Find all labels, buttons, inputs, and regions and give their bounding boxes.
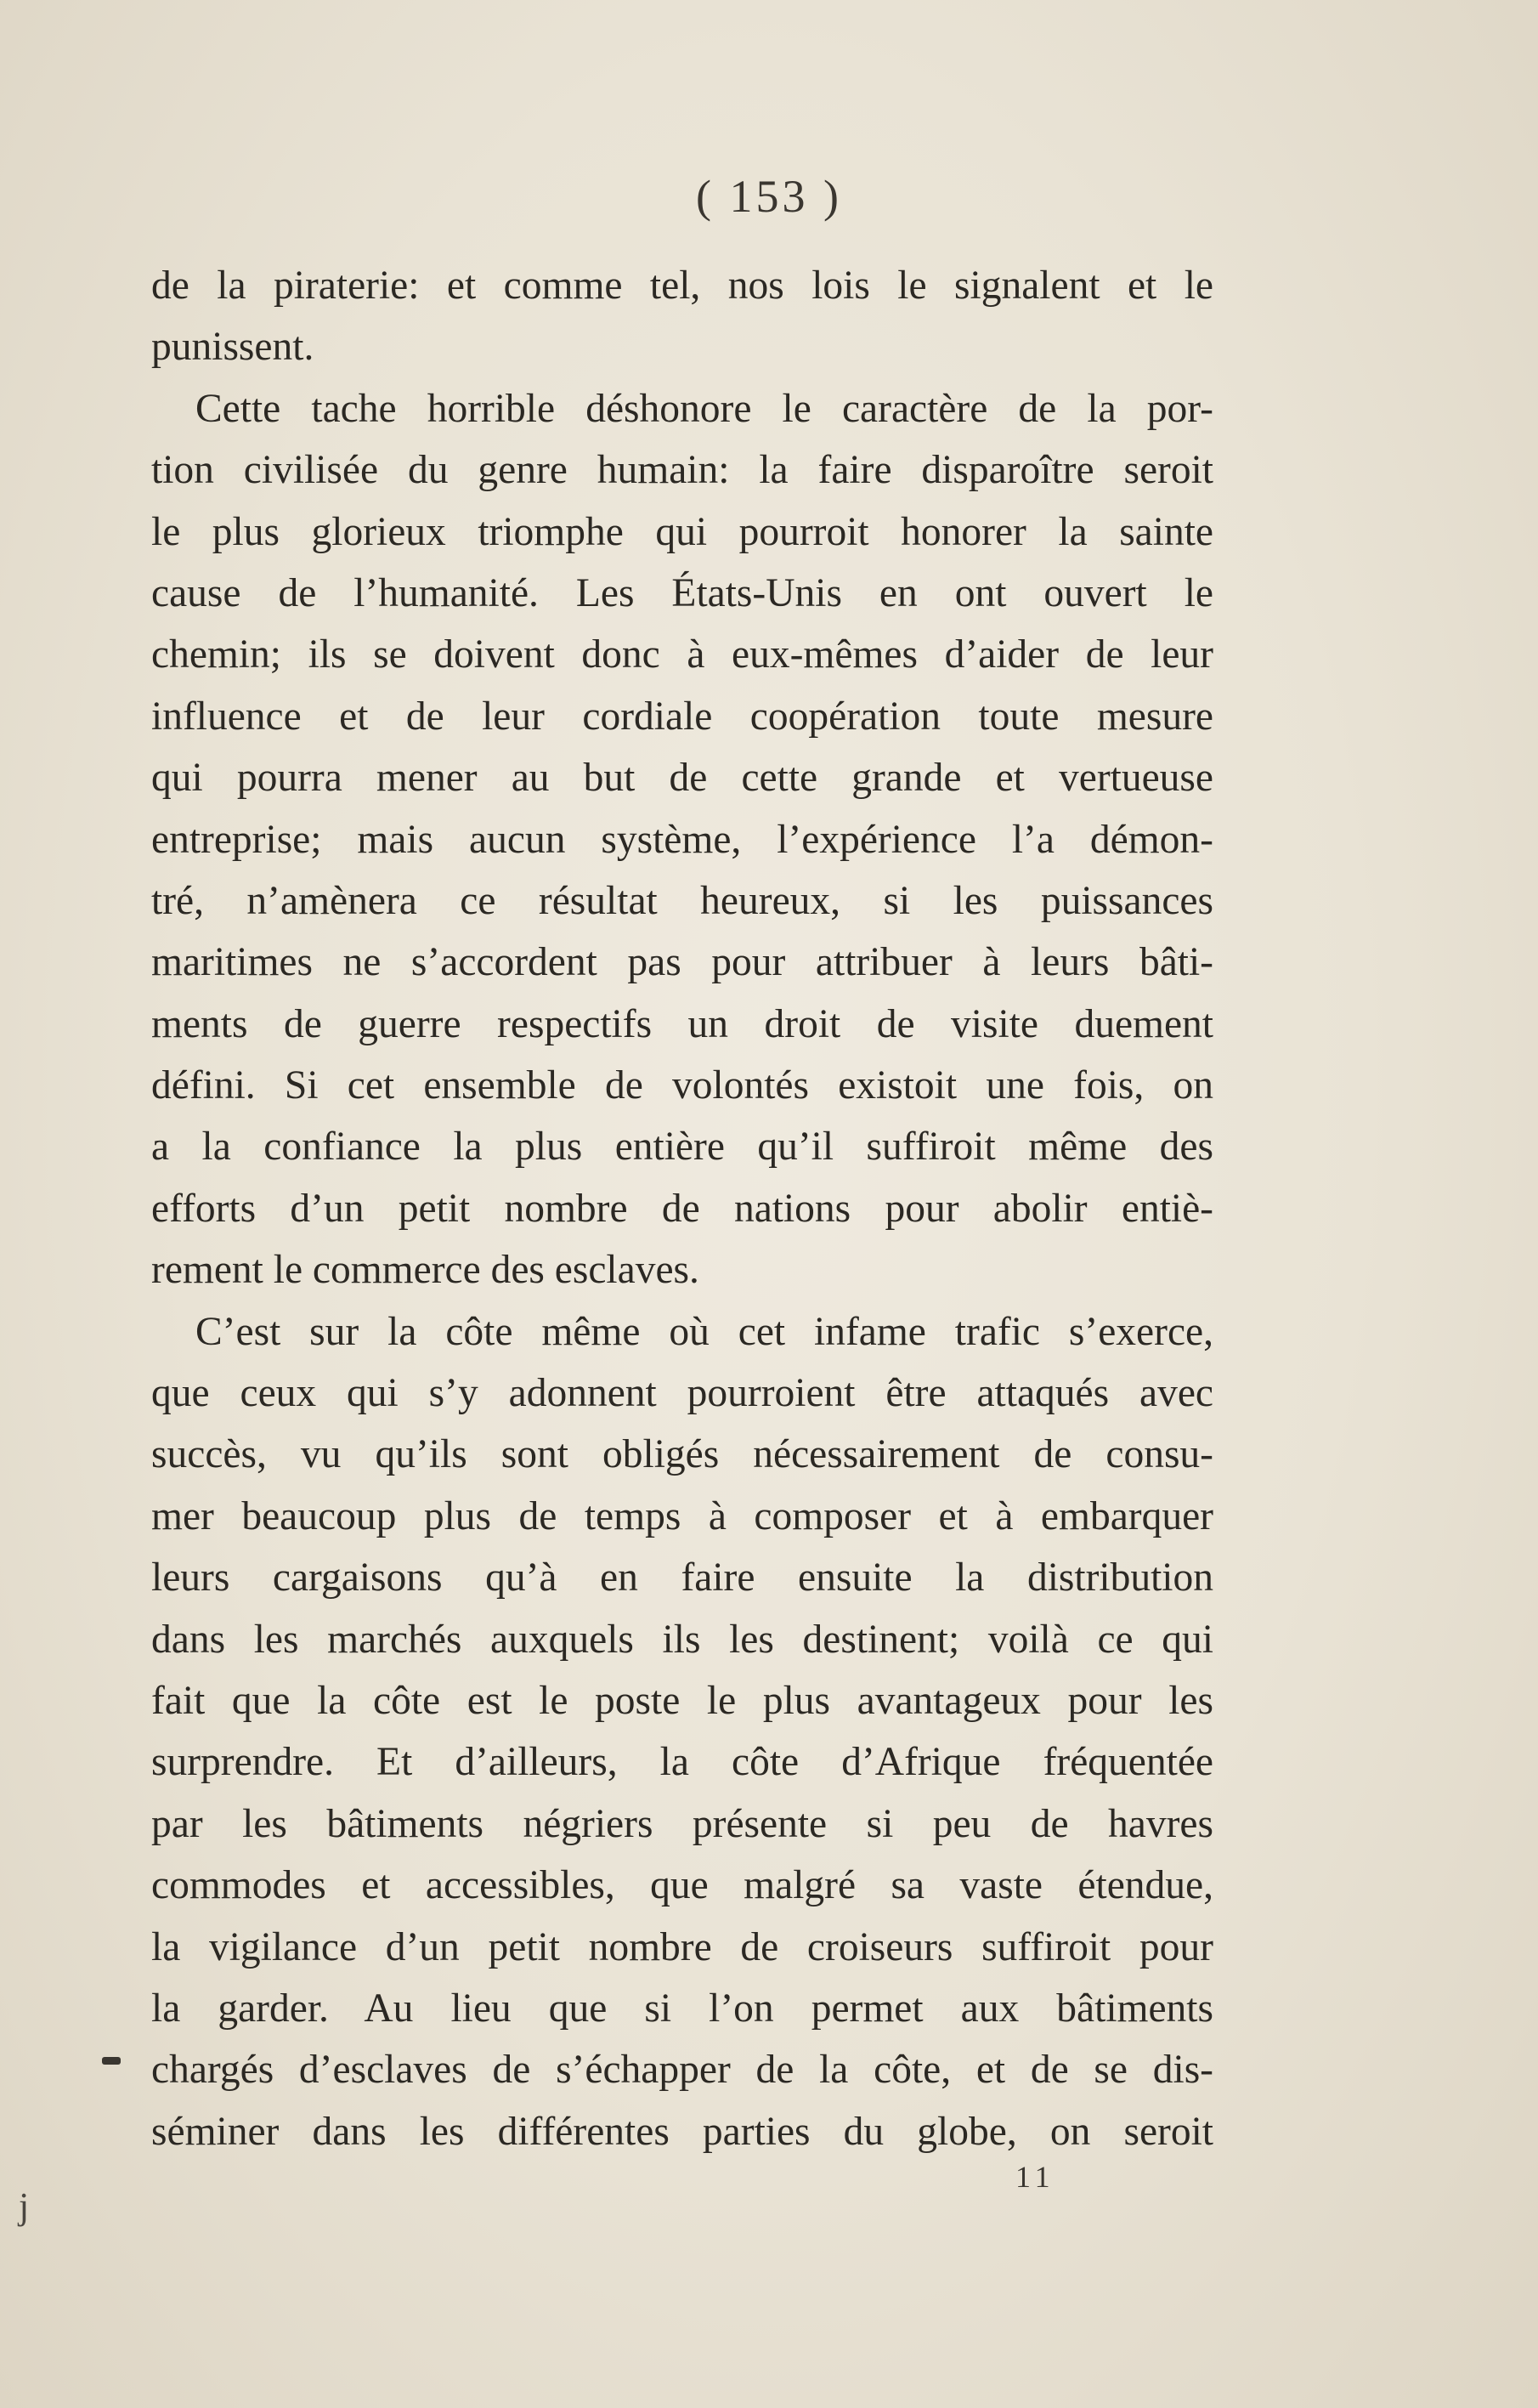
text-line: de la piraterie: et comme tel, nos lois le signalent et le: [151, 263, 1213, 308]
text-line: tré, n’amènera ce résultat heureux, si les puissances: [151, 878, 1213, 923]
stray-ink-mark: [102, 2057, 121, 2065]
text-line: succès, vu qu’ils sont obligés nécessairement de consu-: [151, 1432, 1213, 1477]
page-number: ( 153 ): [696, 171, 842, 222]
signature-mark: 11: [1015, 2160, 1055, 2194]
text-line: rement le commerce des esclaves.: [151, 1248, 699, 1293]
text-line: C’est sur la côte même où cet infame trafic s’exerce,: [195, 1309, 1213, 1354]
edge-mark: j: [19, 2185, 30, 2227]
text-line: la garder. Au lieu que si l’on permet aux bâtiments: [151, 1986, 1213, 2031]
text-line: ments de guerre respectifs un droit de visite duement: [151, 1001, 1213, 1046]
text-line: a la confiance la plus entière qu’il suffiroit même des: [151, 1125, 1213, 1170]
text-line: commodes et accessibles, que malgré sa vaste étendue,: [151, 1863, 1213, 1908]
text-line: que ceux qui s’y adonnent pourroient être attaqués avec: [151, 1371, 1213, 1416]
text-line: chargés d’esclaves de s’échapper de la côte, et de se dis-: [151, 2048, 1213, 2093]
text-line: défini. Si cet ensemble de volontés existoit une fois, on: [151, 1063, 1213, 1108]
text-line: par les bâtiments négriers présente si peu de havres: [151, 1801, 1213, 1846]
text-line: mer beaucoup plus de temps à composer et à embarquer: [151, 1493, 1213, 1538]
text-line: surprendre. Et d’ailleurs, la côte d’Afrique fréquentée: [151, 1740, 1213, 1785]
text-line: efforts d’un petit nombre de nations pour abolir entiè-: [151, 1186, 1213, 1231]
text-line: cause de l’humanité. Les États-Unis en ont ouvert le: [151, 570, 1213, 615]
text-line: maritimes ne s’accordent pas pour attribuer à leurs bâti-: [151, 940, 1213, 985]
text-line: entreprise; mais aucun système, l’expérience l’a démon-: [151, 817, 1213, 862]
text-line: tion civilisée du genre humain: la faire disparoître seroit: [151, 448, 1213, 493]
text-line: dans les marchés auxquels ils les destinent; voilà ce qui: [151, 1617, 1213, 1662]
text-line: qui pourra mener au but de cette grande et vertueuse: [151, 756, 1213, 801]
body-text: [151, 255, 1213, 2162]
text-line: punissent.: [151, 325, 314, 370]
text-line: influence et de leur cordiale coopération toute mesure: [151, 694, 1213, 739]
text-line: la vigilance d’un petit nombre de croiseurs suffiroit pour: [151, 1924, 1213, 1969]
text-line: Cette tache horrible déshonore le caractère de la por-: [195, 386, 1213, 431]
text-line: séminer dans les différentes parties du globe, on seroit: [151, 2109, 1213, 2154]
text-line: fait que la côte est le poste le plus avantageux pour les: [151, 1678, 1213, 1723]
text-line: leurs cargaisons qu’à en faire ensuite la distribution: [151, 1555, 1213, 1601]
text-line: le plus glorieux triomphe qui pourroit honorer la sainte: [151, 509, 1213, 554]
text-line: chemin; ils se doivent donc à eux-mêmes d’aider de leur: [151, 632, 1213, 677]
